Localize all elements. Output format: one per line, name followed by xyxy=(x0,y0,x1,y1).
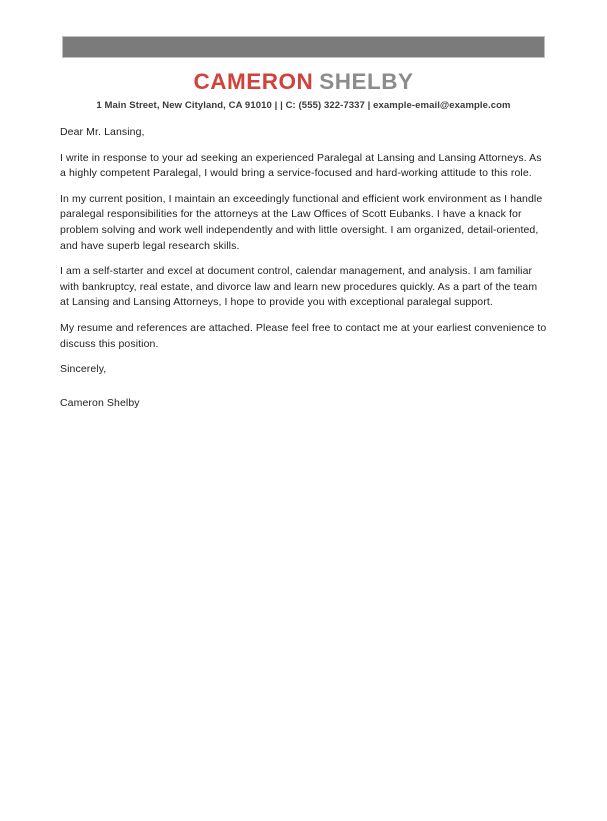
salutation: Dear Mr. Lansing, xyxy=(60,126,145,138)
header-accent-bar xyxy=(62,36,545,58)
contact-line: 1 Main Street, New Cityland, CA 91010 | | C: (555) 322-7337 | example-email@example.com xyxy=(96,100,511,111)
last-name: SHELBY xyxy=(319,69,414,94)
signature-name: Cameron Shelby xyxy=(60,396,140,409)
first-name: CAMERON xyxy=(193,69,314,94)
closing: Sincerely, xyxy=(60,363,107,376)
cover-letter-page xyxy=(0,36,607,821)
page-title xyxy=(0,68,607,96)
letter-body xyxy=(60,125,547,411)
paragraph-2: In my current position, I maintain an exceedingly functional and efficient work environment as I handle paralegal responsibilities for the attorneys at the Law Offices of Scott Eubanks. I have a knack for problem solving and work well independently and with little oversight. I am organized, detail-oriented, and have superb legal research skills. xyxy=(60,192,543,252)
paragraph-1: I write in response to your ad seeking an experienced Paralegal at Lansing and Lansing Attorneys. As a highly competent Paralegal, I would bring a service-focused and hard-working attitude to this role. xyxy=(60,151,542,180)
paragraph-4: My resume and references are attached. Please feel free to contact me at your earliest convenience to discuss this position. xyxy=(60,321,547,350)
paragraph-3: I am a self-starter and excel at document control, calendar management, and analysis. I am familiar with bankruptcy, real estate, and divorce law and learn new procedures quickly. As a part of the team at Lansing and Lansing Attorneys, I hope to provide you with exceptional paralegal support. xyxy=(60,265,538,309)
